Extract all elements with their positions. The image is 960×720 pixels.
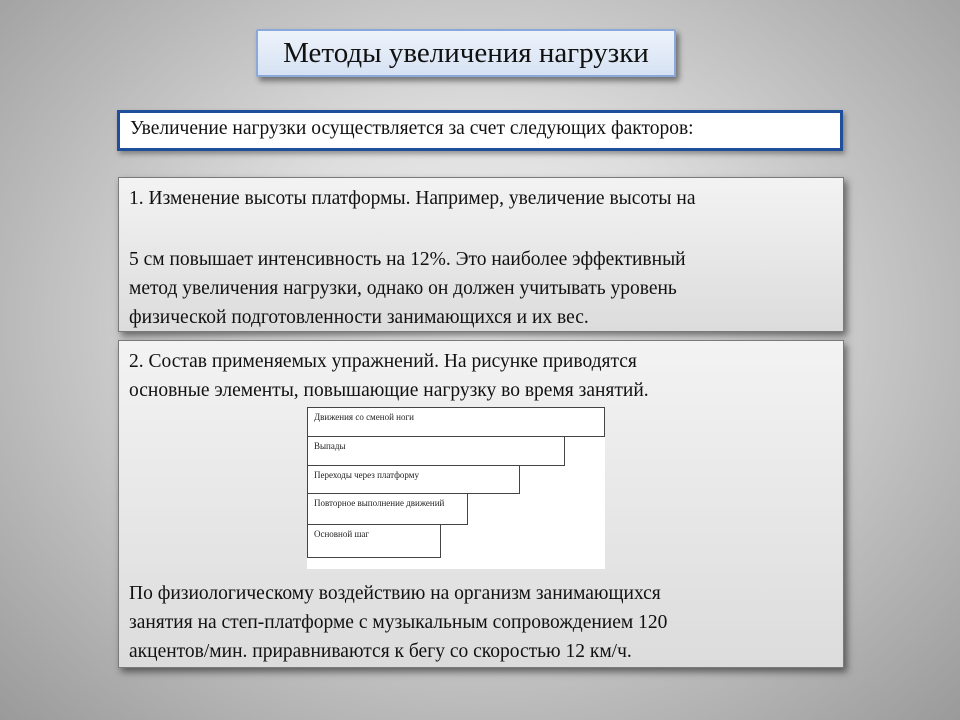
point-1-line-2: 5 см повышает интенсивность на 12%. Это наиболее эффективный xyxy=(129,249,686,270)
diagram-step-3: Переходы через платформу xyxy=(307,465,520,494)
diagram-step-1: Движения со сменой ноги xyxy=(307,407,605,437)
conclusion-line-3: акцентов/мин. приравниваются к бегу со скоростью 12 км/ч. xyxy=(129,641,632,662)
point-1-line-4: физической подготовленности занимающихся и их вес. xyxy=(129,307,589,328)
intro-text: Увеличение нагрузки осуществляется за счет следующих факторов: xyxy=(117,110,843,151)
point-1-line-3: метод увеличения нагрузки, однако он должен учитывать уровень xyxy=(129,278,677,299)
point-1-line-1: 1. Изменение высоты платформы. Например, увеличение высоты на xyxy=(129,188,696,209)
point-2-line-2: основные элементы, повышающие нагрузку во время занятий. xyxy=(129,380,649,401)
diagram-step-4: Повторное выполнение движений xyxy=(307,493,468,525)
conclusion-text xyxy=(129,579,829,666)
diagram-step-5: Основной шаг xyxy=(307,524,441,558)
slide-title: Методы увеличения нагрузки xyxy=(256,29,676,77)
point-2-card xyxy=(118,340,844,668)
diagram-step-2: Выпады xyxy=(307,436,565,466)
point-1-card xyxy=(118,177,844,332)
conclusion-line-2: занятия на степ-платформе с музыкальным сопровождением 120 xyxy=(129,612,668,633)
conclusion-line-1: По физиологическому воздействию на организм занимающихся xyxy=(129,583,661,604)
load-steps-diagram xyxy=(307,407,605,569)
point-2-line-1: 2. Состав применяемых упражнений. На рисунке приводятся xyxy=(129,351,637,372)
